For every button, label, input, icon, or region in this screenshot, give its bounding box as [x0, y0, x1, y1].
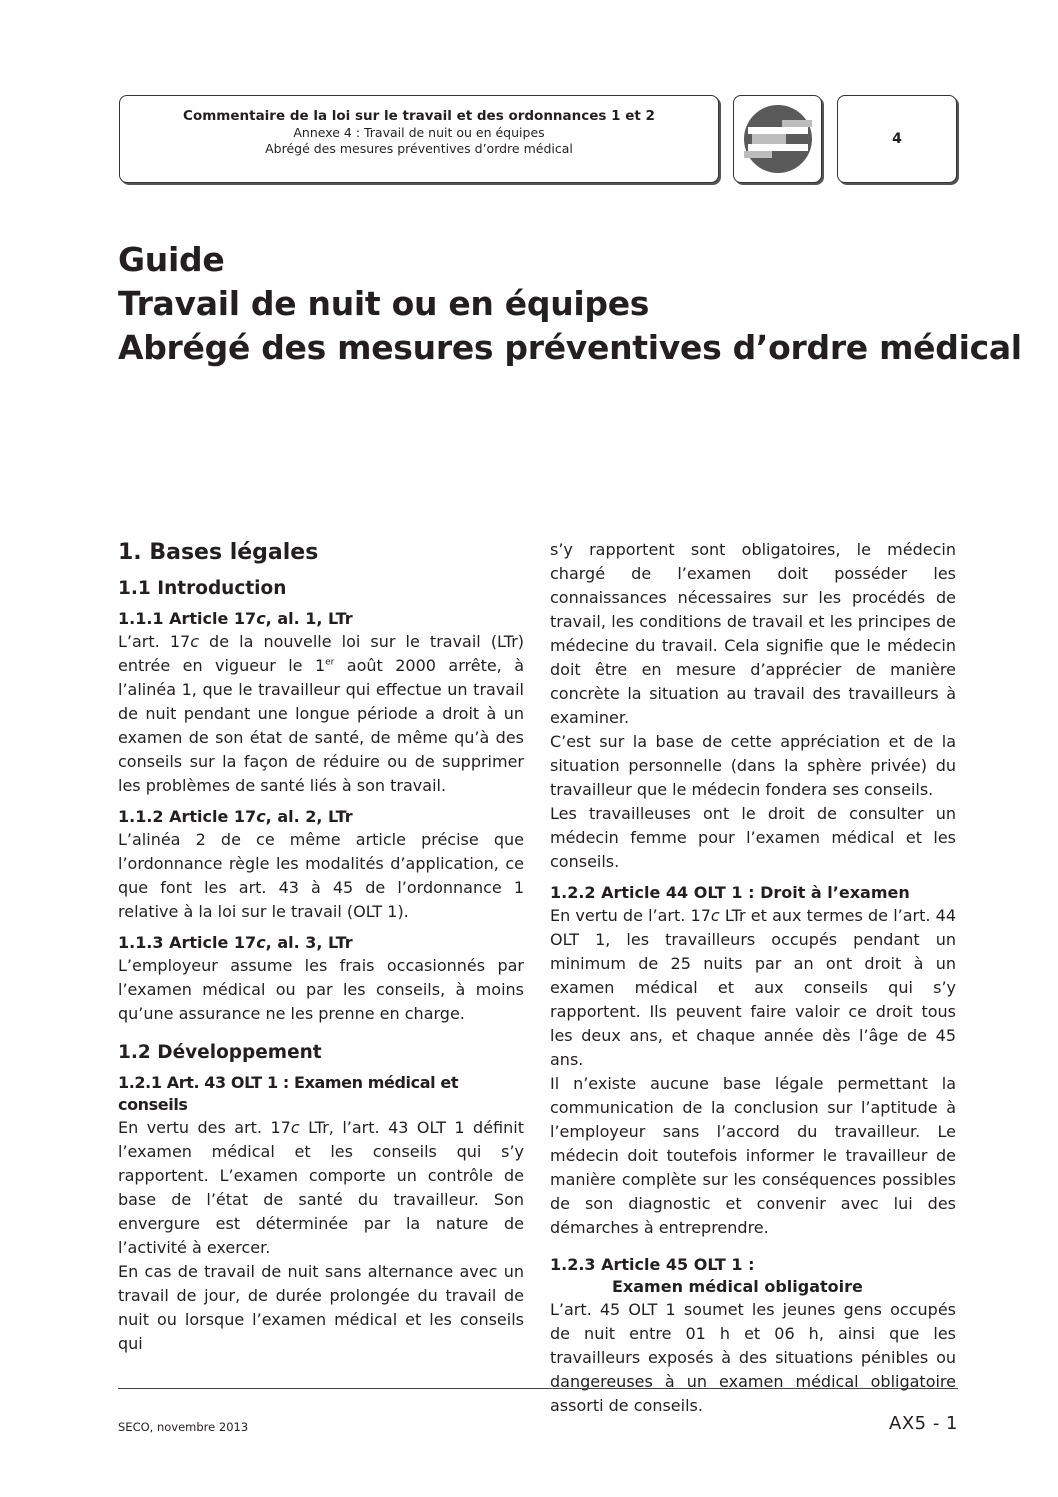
right-column	[550, 538, 956, 1418]
paragraph: L’art. 45 OLT 1 soumet les jeunes gens occupés de nuit entre 01 h et 06 h, ainsi que les travailleurs exposés à des situations pénibles ou dangereuses à un examen médical obligatoire assorti de conseils.	[550, 1300, 956, 1415]
paragraph: L’art. 17c de la nouvelle loi sur le travail (LTr) entrée en vigueur le 1er août 2000 arrête, à l’alinéa 1, que le travailleur qui effectue un travail de nuit pendant une longue période a droit à un examen de son état de santé, de même qu’à des conseils sur la façon de réduire ou de supprimer les problèmes de santé liés à son travail.	[118, 632, 525, 795]
header-title: Commentaire de la loi sur le travail et des ordonnances 1 et 2	[183, 108, 655, 124]
paragraph: s’y rapportent sont obligatoires, le médecin chargé de l’examen doit posséder les connaissances nécessaires sur les procédés de travail, les conditions de travail et les principes de médecine du travail. Cela signifie que le médecin doit être en mesure d’apprécier de manière concrète la situation au travail des travailleurs à examiner.	[550, 540, 956, 727]
footer-source: SECO, novembre 2013	[118, 1420, 249, 1434]
paragraph: C’est sur la base de cette appréciation et de la situation personnelle (dans la sphère privée) du travailleur que le médecin fondera ses conseils.	[550, 732, 956, 799]
left-column	[118, 538, 524, 1356]
article-heading: 1.2.2 Article 44 OLT 1 : Droit à l’examen	[550, 883, 910, 902]
article-heading: 1.2.3 Article 45 OLT 1 :	[550, 1255, 755, 1274]
paragraph: En cas de travail de nuit sans alternance avec un travail de jour, de durée prolongée du travail de nuit ou lorsque l’examen médical et les conseils qui	[118, 1262, 524, 1353]
header-page-number: 4	[837, 95, 957, 183]
page-title	[118, 238, 1022, 370]
title-line-3: Abrégé des mesures préventives d’ordre médical	[118, 328, 1022, 367]
footer-page-id: AX5 - 1	[889, 1413, 958, 1434]
paragraph: Les travailleuses ont le droit de consulter un médecin femme pour l’examen médical et les conseils.	[550, 804, 956, 871]
paragraph: Il n’existe aucune base légale permettant la communication de la conclusion sur l’aptitude à l’employeur sans l’accord du travailleur. Le médecin doit toutefois informer le travailleur de manière complète sur les conséquences possibles de son diagnostic et convenir avec lui des démarches à entreprendre.	[550, 1074, 956, 1237]
logo-box	[733, 95, 822, 183]
paragraph: L’alinéa 2 de ce même article précise que l’ordonnance règle les modalités d’application, ce que font les art. 43 à 45 de l’ordonnance 1 relative à la loi sur le travail (OLT 1).	[118, 830, 524, 921]
header-annex: Annexe 4 : Travail de nuit ou en équipes	[293, 125, 545, 140]
subsection-heading: 1.2 Développement	[118, 1042, 322, 1063]
footer-divider	[118, 1388, 958, 1389]
paragraph: L’employeur assume les frais occasionnés par l’examen médical ou par les conseils, à moins qu’une assurance ne les prenne en charge.	[118, 956, 524, 1023]
title-line-1: Guide	[118, 240, 225, 279]
header-title-box	[119, 95, 719, 183]
article-heading: 1.1.2 Article 17c, al. 2, LTr	[118, 807, 353, 826]
article-heading: 1.1.1 Article 17c, al. 1, LTr	[118, 609, 353, 628]
seco-logo-icon	[742, 103, 814, 175]
paragraph: En vertu de l’art. 17c LTr et aux termes de l’art. 44 OLT 1, les travailleurs occupés pendant un minimum de 25 nuits par an ont droit à un examen médical et aux conseils qui s’y rapportent. Ils peuvent faire valoir ce droit tous les deux ans, et chaque année dès l’âge de 45 ans.	[550, 906, 957, 1069]
article-heading: 1.1.3 Article 17c, al. 3, LTr	[118, 933, 353, 952]
article-heading: 1.2.1 Art. 43 OLT 1 : Examen médical et conseils	[118, 1073, 459, 1114]
subsection-heading: 1.1 Introduction	[118, 578, 287, 599]
header-subtitle: Abrégé des mesures préventives d’ordre médical	[265, 141, 573, 156]
title-line-2: Travail de nuit ou en équipes	[118, 284, 650, 323]
article-heading-continued: Examen médical obligatoire	[612, 1277, 863, 1296]
paragraph: En vertu des art. 17c LTr, l’art. 43 OLT 1 définit l’examen médical et les conseils qui s’y rapportent. L’examen comporte un contrôle de base de l’état de santé du travailleur. Son envergure est déterminée par la nature de l’activité à exercer.	[118, 1118, 524, 1257]
section-heading: 1. Bases légales	[118, 540, 319, 565]
